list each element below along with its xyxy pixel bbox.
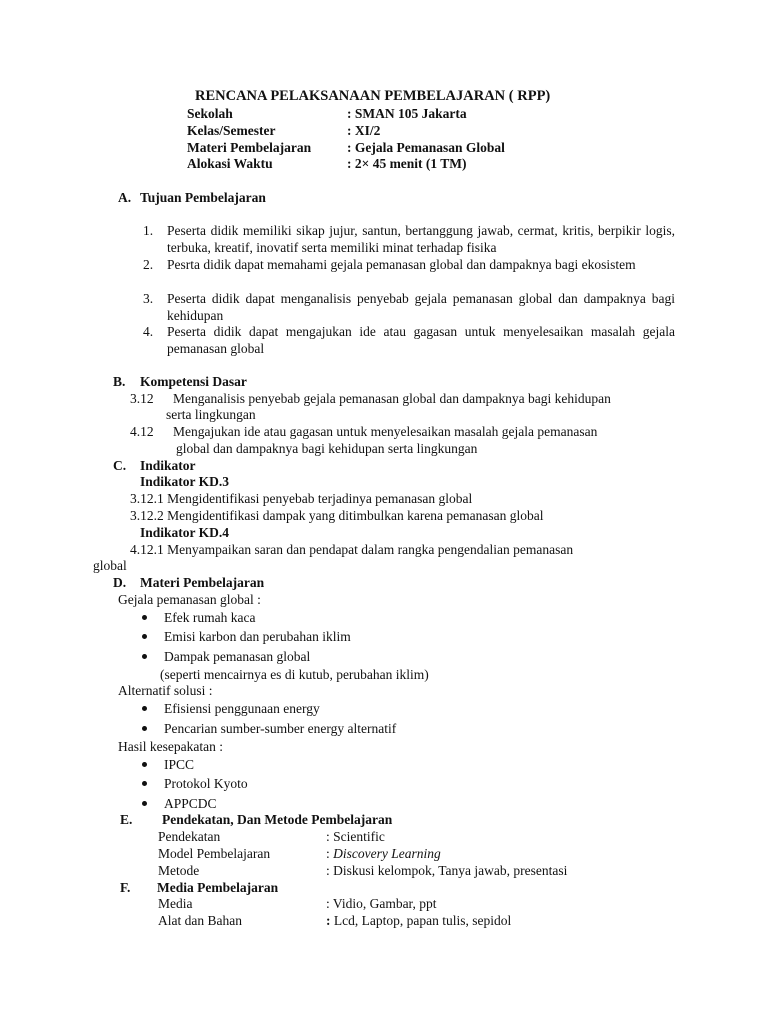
section-b-letter: B.: [113, 374, 126, 389]
material-item: Efek rumah kaca: [164, 610, 256, 625]
header-label-time: Alokasi Waktu: [187, 156, 273, 171]
method-label: Pendekatan: [158, 829, 221, 844]
section-c-heading: Indikator: [140, 458, 196, 473]
material-item: Dampak pemanasan global: [164, 649, 311, 664]
indicator-kd4-heading: Indikator KD.4: [140, 525, 230, 540]
objective-number: 4.: [143, 324, 154, 339]
bullet-icon: [142, 762, 147, 767]
media-label: Alat dan Bahan: [158, 913, 242, 928]
bullet-icon: [142, 726, 147, 731]
header-value-material: : Gejala Pemanasan Global: [347, 140, 505, 155]
material-group-label: Alternatif solusi :: [118, 683, 213, 698]
material-item: IPCC: [164, 757, 195, 772]
bullet-icon: [142, 801, 147, 806]
bullet-icon: [142, 615, 147, 620]
media-value: [326, 912, 511, 929]
header-value-class: : XI/2: [347, 123, 381, 138]
bullet-icon: [142, 634, 147, 639]
indicator-item-cont: global: [93, 558, 127, 573]
section-d-letter: D.: [113, 575, 127, 590]
bullet-icon: [142, 706, 147, 711]
bullet-icon: [142, 654, 147, 659]
material-item: Emisi karbon dan perubahan iklim: [164, 629, 351, 644]
header-label-material: Materi Pembelajaran: [187, 140, 312, 155]
section-f-heading: Media Pembelajaran: [157, 880, 279, 895]
bullet-icon: [142, 781, 147, 786]
section-a-heading: Tujuan Pembelajaran: [140, 190, 266, 205]
media-colon: :: [326, 913, 331, 928]
section-e-letter: E.: [120, 812, 133, 827]
competency-number: 4.12: [130, 424, 154, 439]
method-label: Metode: [158, 863, 200, 878]
objective-number: 2.: [143, 257, 154, 272]
section-a-letter: A.: [118, 190, 132, 205]
material-item: Efisiensi penggunaan energy: [164, 701, 320, 716]
material-group-label: Hasil kesepakatan :: [118, 739, 223, 754]
objective-text: Peserta didik dapat menganalisis penyebab gejala pemanasan global dan dampaknya bagi kehidupan: [167, 291, 675, 323]
document-title: RENCANA PELAKSANAAN PEMBELAJARAN ( RPP): [195, 88, 551, 104]
media-value: : Vidio, Gambar, ppt: [326, 896, 437, 911]
header-label-school: Sekolah: [187, 106, 233, 121]
competency-number: 3.12: [130, 391, 154, 406]
material-item: Protokol Kyoto: [164, 776, 248, 791]
material-note: (seperti mencairnya es di kutub, perubahan iklim): [160, 667, 429, 682]
indicator-kd3-heading: Indikator KD.3: [140, 474, 230, 489]
objective-number: 3.: [143, 291, 154, 306]
media-tools-value: Lcd, Laptop, papan tulis, sepidol: [330, 913, 512, 928]
indicator-item: 4.12.1 Menyampaikan saran dan pendapat dalam rangka pengendalian pemanasan: [130, 542, 574, 557]
objective-text: Pesrta didik dapat memahami gejala pemanasan global dan dampaknya bagi ekosistem: [167, 257, 636, 272]
method-value: : Scientific: [326, 829, 385, 844]
indicator-item: 3.12.2 Mengidentifikasi dampak yang ditimbulkan karena pemanasan global: [130, 508, 544, 523]
material-group-label: Gejala pemanasan global :: [118, 592, 261, 607]
section-c-letter: C.: [113, 458, 127, 473]
section-d-heading: Materi Pembelajaran: [140, 575, 265, 590]
method-value: [326, 845, 441, 862]
method-colon: :: [326, 846, 334, 861]
competency-text-cont: serta lingkungan: [166, 407, 256, 422]
section-e-heading: Pendekatan, Dan Metode Pembelajaran: [162, 812, 393, 827]
objective-number: 1.: [143, 223, 154, 238]
material-item: Pencarian sumber-sumber energy alternatif: [164, 721, 397, 736]
method-label: Model Pembelajaran: [158, 846, 271, 861]
header-value-school: : SMAN 105 Jakarta: [347, 106, 467, 121]
competency-text-cont: global dan dampaknya bagi kehidupan serta lingkungan: [176, 441, 478, 456]
objective-text: Peserta didik memiliki sikap jujur, santun, bertanggung jawab, cermat, kritis, berpikir logis, terbuka, kreatif, inovatif serta memiliki minat terhadap fisika: [167, 223, 675, 255]
material-item: APPCDC: [164, 796, 217, 811]
indicator-item: 3.12.1 Mengidentifikasi penyebab terjadinya pemanasan global: [130, 491, 473, 506]
section-f-letter: F.: [120, 880, 131, 895]
media-label: Media: [158, 896, 193, 911]
header-value-time: : 2× 45 menit (1 TM): [347, 156, 467, 171]
competency-text: Mengajukan ide atau gagasan untuk menyelesaikan masalah gejala pemanasan: [173, 424, 598, 439]
header-label-class: Kelas/Semester: [187, 123, 276, 138]
method-value: : Diskusi kelompok, Tanya jawab, presentasi: [326, 863, 568, 878]
section-b-heading: Kompetensi Dasar: [140, 374, 247, 389]
objective-text: Peserta didik dapat mengajukan ide atau gagasan untuk menyelesaikan masalah gejala pemanasan global: [167, 324, 675, 356]
competency-text: Menganalisis penyebab gejala pemanasan global dan dampaknya bagi kehidupan: [173, 391, 611, 406]
method-model-value: Discovery Learning: [333, 846, 441, 861]
